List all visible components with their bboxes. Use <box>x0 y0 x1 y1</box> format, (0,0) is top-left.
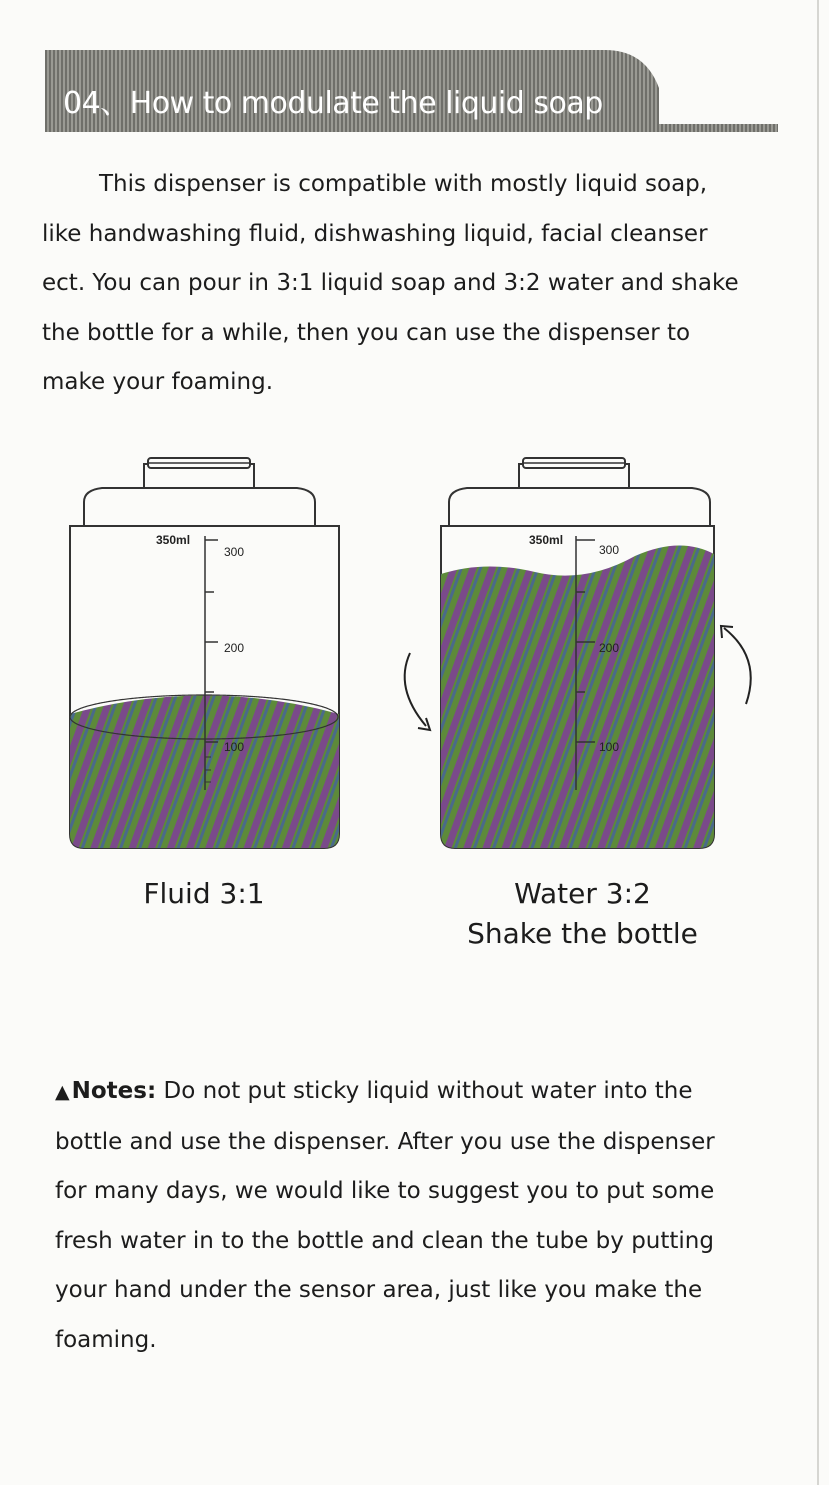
page-edge <box>817 0 819 1485</box>
figure-caption <box>440 874 725 954</box>
capacity-label: 350ml <box>156 533 191 547</box>
shake-arrow-right-icon <box>716 618 760 708</box>
intro-paragraph <box>42 160 787 408</box>
page-title: 04、How to modulate the liquid soap <box>63 86 603 121</box>
bottle-figure-fluid <box>62 452 347 852</box>
intro-line: the bottle for a while, then you can use the dispenser to <box>42 319 691 346</box>
bottle-figure-water <box>435 452 720 852</box>
intro-line: like handwashing fluid, dishwashing liquid, facial cleanser <box>42 220 708 247</box>
scale-label: 300 <box>599 543 620 557</box>
notes-line <box>55 1067 785 1118</box>
scale-label: 300 <box>224 545 245 559</box>
notes-paragraph <box>55 1067 785 1365</box>
caption-line: Water 3:2 <box>514 877 651 910</box>
caption-line: Fluid 3:1 <box>143 877 265 910</box>
scale-label: 200 <box>224 641 245 655</box>
notes-line: bottle and use the dispenser. After you use the dispenser <box>55 1128 715 1155</box>
warning-triangle-icon: ▲ <box>55 1081 70 1103</box>
figure-caption <box>104 874 304 914</box>
bottle-illustration <box>62 452 347 852</box>
caption-line: Shake the bottle <box>467 917 698 950</box>
capacity-label: 350ml <box>529 533 564 547</box>
shake-arrow-left-icon <box>392 648 436 738</box>
notes-line: fresh water in to the bottle and clean the tube by putting <box>55 1227 714 1254</box>
section-header <box>45 50 778 132</box>
intro-line: make your foaming. <box>42 369 274 395</box>
scale-label: 100 <box>599 740 620 754</box>
notes-line: for many days, we would like to suggest you to put some <box>55 1178 715 1204</box>
notes-text: Do not put sticky liquid without water into the <box>156 1078 693 1104</box>
intro-line: This dispenser is compatible with mostly liquid soap, <box>99 171 708 197</box>
scale-label: 200 <box>599 641 620 655</box>
notes-line: foaming. <box>55 1326 157 1353</box>
notes-line: your hand under the sensor area, just like you make the <box>55 1277 703 1303</box>
notes-label: Notes: <box>71 1078 157 1104</box>
intro-line: ect. You can pour in 3:1 liquid soap and 3:2 water and shake <box>42 270 739 296</box>
bottle-illustration <box>435 452 720 852</box>
scale-label: 100 <box>224 740 245 754</box>
